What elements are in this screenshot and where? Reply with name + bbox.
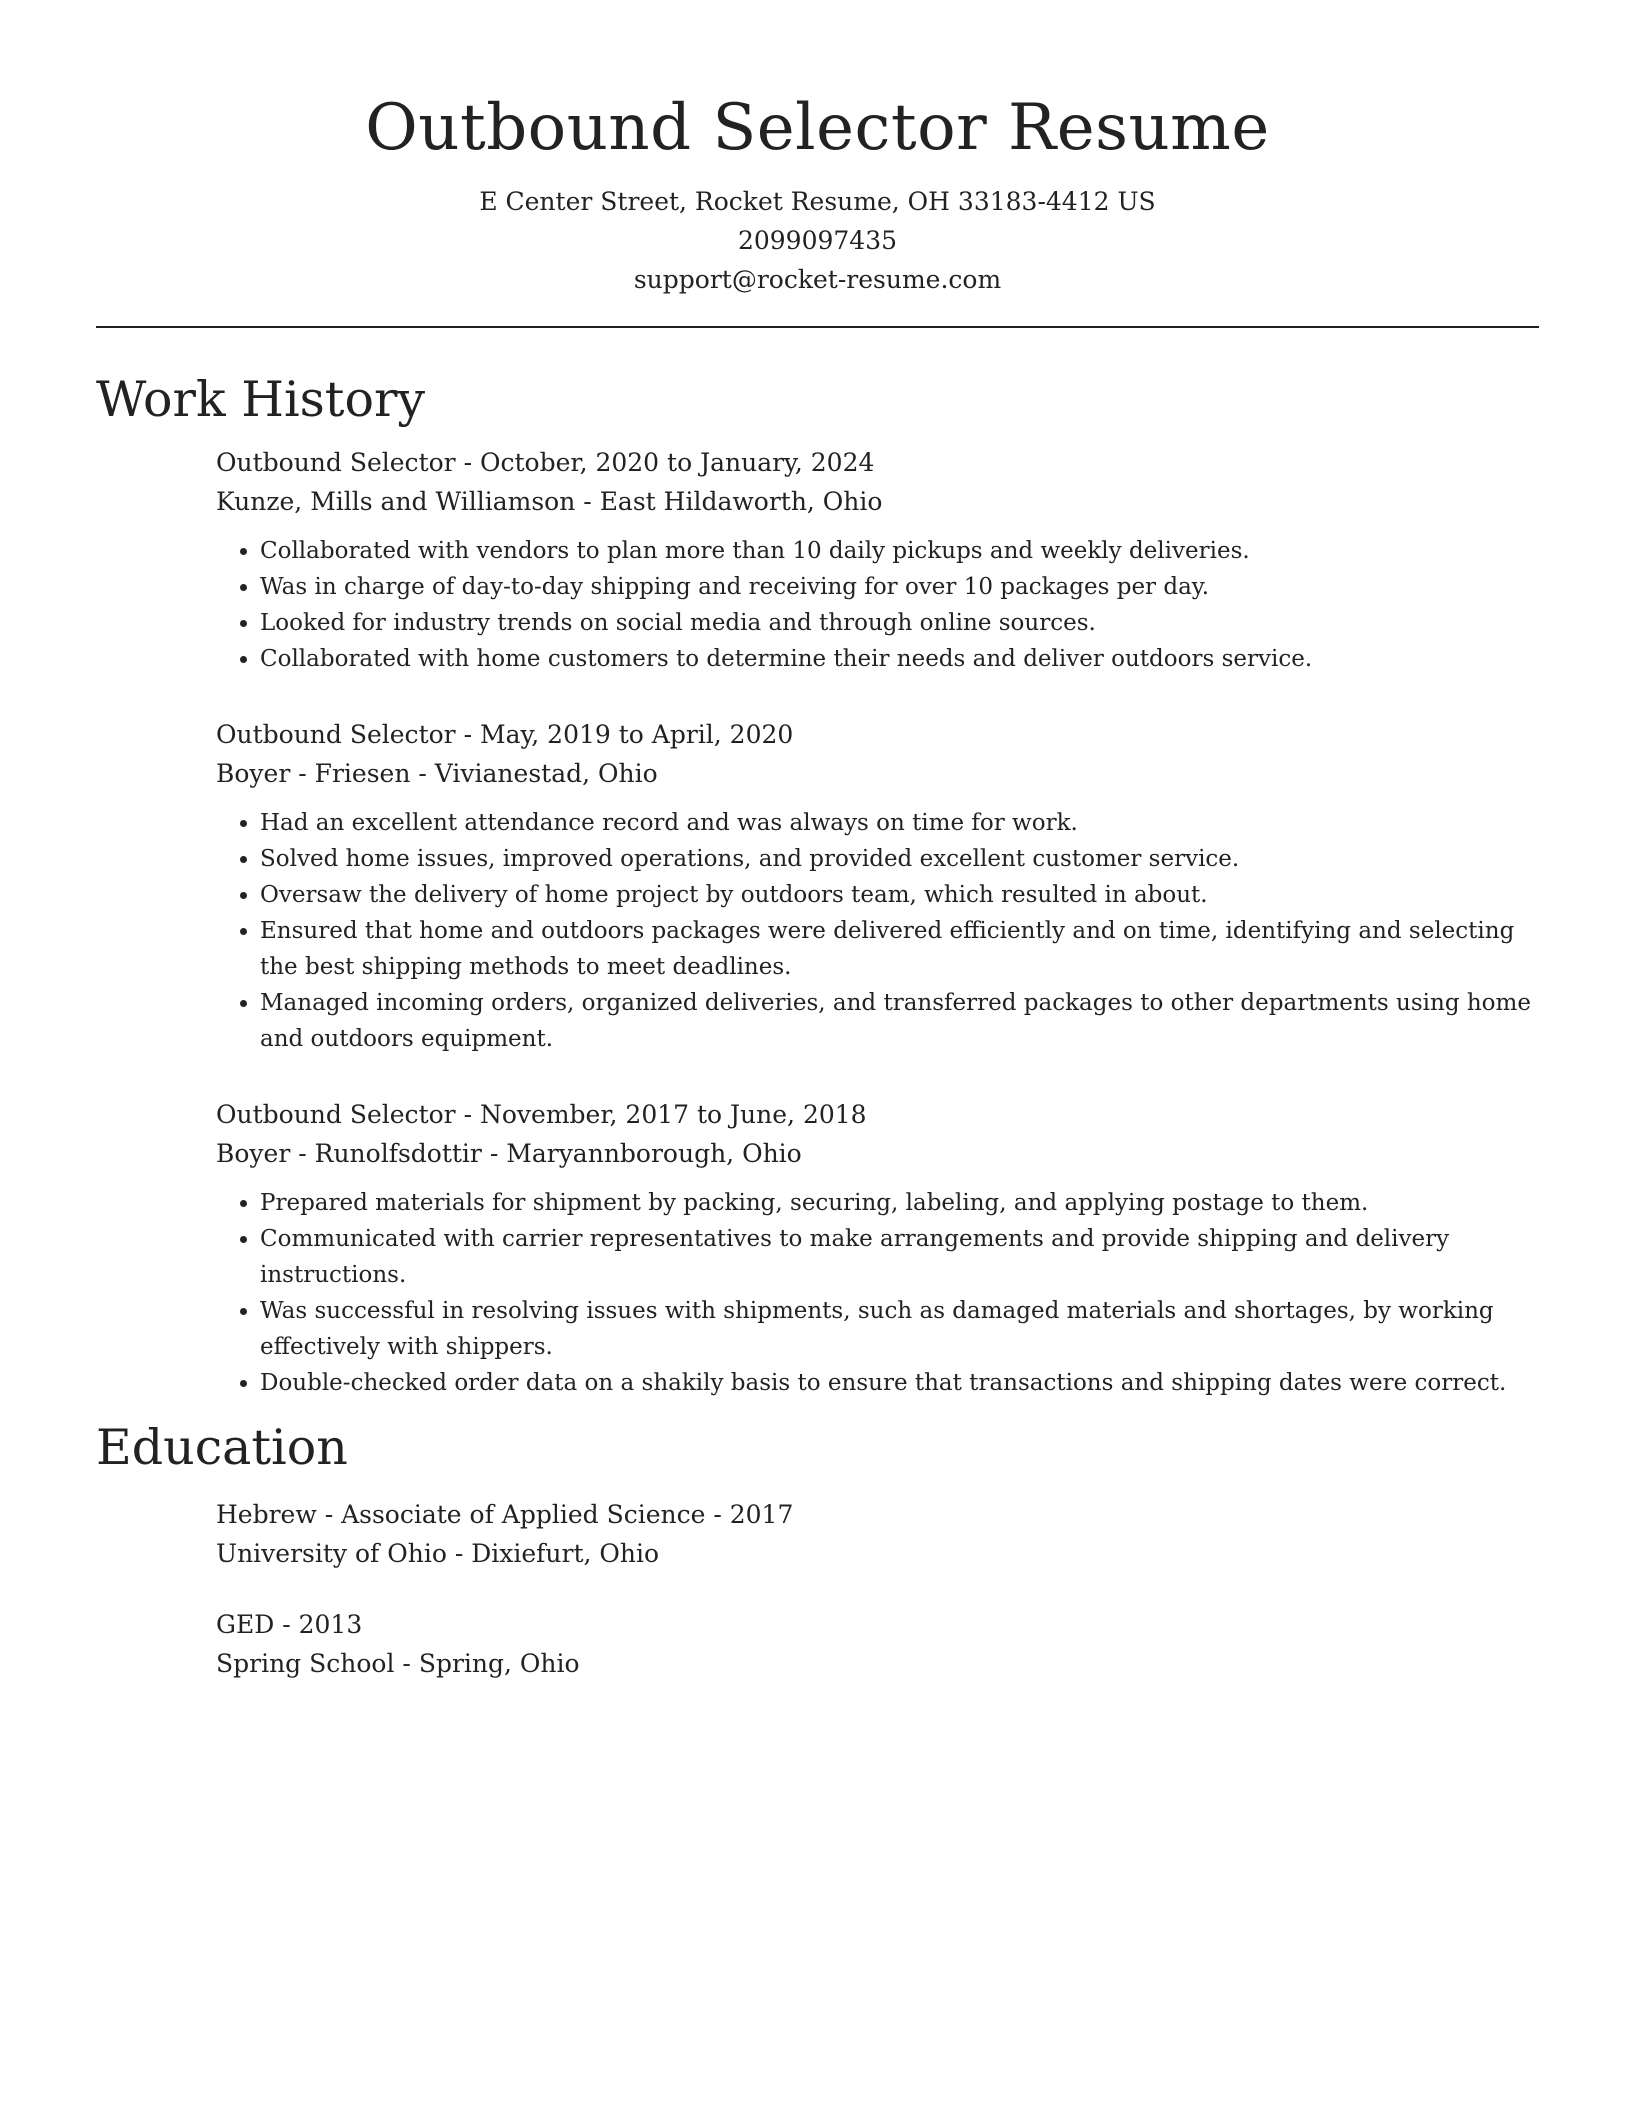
job-bullet: • Collaborated with vendors to plan more than 10 daily pickups and weekly deliveries. [260, 533, 1539, 569]
resume-page [96, 0, 1539, 1683]
education-list [96, 1495, 1539, 1683]
education-degree-line: GED - 2013 [216, 1610, 363, 1639]
job-entry [216, 715, 1539, 1057]
header-divider [96, 326, 1539, 328]
contact-block [96, 182, 1539, 299]
job-location: Vivianestad, Ohio [434, 759, 658, 788]
job-bullet: • Was in charge of day-to-day shipping and receiving for over 10 packages per day. [260, 569, 1539, 605]
resume-title: Outbound Selector Resume [365, 91, 1270, 165]
job-title-line: Outbound Selector - November, 2017 to June, 2018 [216, 1100, 867, 1129]
education-entry [216, 1605, 1539, 1683]
job-bullets [216, 1185, 1539, 1401]
job-bullet: • Had an excellent attendance record and was always on time for work. [260, 805, 1539, 841]
job-company: Boyer - Friesen [216, 759, 411, 788]
job-location: Maryannborough, Ohio [506, 1139, 802, 1168]
job-title-line: Outbound Selector - May, 2019 to April, 2020 [216, 720, 794, 749]
job-bullets [216, 805, 1539, 1057]
job-bullet: • Prepared materials for shipment by packing, securing, labeling, and applying postage to them. [260, 1185, 1539, 1221]
job-bullet: • Solved home issues, improved operations, and provided excellent customer service. [260, 841, 1539, 877]
job-company: Boyer - Runolfsdottir [216, 1139, 482, 1168]
education-location: Spring, Ohio [418, 1649, 580, 1678]
job-role: Outbound Selector [216, 448, 456, 477]
education-degree: GED [216, 1610, 275, 1639]
job-bullet: • Looked for industry trends on social media and through online sources. [260, 605, 1539, 641]
job-role: Outbound Selector [216, 1100, 456, 1129]
work-history-list [96, 443, 1539, 1401]
job-bullets [216, 533, 1539, 677]
education-school: Spring School [216, 1649, 395, 1678]
job-company-line: Boyer - Runolfsdottir - Maryannborough, Ohio [216, 1139, 802, 1168]
job-bullet: • Was successful in resolving issues with shipments, such as damaged materials and shortages, by working effectively with shippers. [260, 1293, 1539, 1365]
education-degree-line: Hebrew - Associate of Applied Science - 2017 [216, 1500, 794, 1529]
education-heading: Education [96, 1419, 348, 1476]
job-company: Kunze, Mills and Williamson [216, 487, 576, 516]
contact-email: support@rocket-resume.com [633, 265, 1002, 294]
job-location: East Hildaworth, Ohio [599, 487, 883, 516]
contact-address: E Center Street, Rocket Resume, OH 33183-4412 US [479, 187, 1156, 216]
job-dates: November, 2017 to June, 2018 [479, 1100, 867, 1129]
education-location: Dixiefurt, Ohio [471, 1539, 660, 1568]
education-school-line: Spring School - Spring, Ohio [216, 1649, 580, 1678]
contact-phone: 2099097435 [737, 226, 898, 255]
job-dates: May, 2019 to April, 2020 [479, 720, 794, 749]
job-entry [216, 443, 1539, 677]
job-dates: October, 2020 to January, 2024 [479, 448, 875, 477]
job-bullet: • Communicated with carrier representatives to make arrangements and provide shipping and delivery instructions. [260, 1221, 1539, 1293]
job-company-line: Boyer - Friesen - Vivianestad, Ohio [216, 759, 658, 788]
job-company-line: Kunze, Mills and Williamson - East Hildaworth, Ohio [216, 487, 883, 516]
job-title-line: Outbound Selector - October, 2020 to January, 2024 [216, 448, 875, 477]
job-role: Outbound Selector [216, 720, 456, 749]
education-school: University of Ohio [216, 1539, 447, 1568]
job-bullet: • Managed incoming orders, organized deliveries, and transferred packages to other departments using home and outdoors equipment. [260, 985, 1539, 1057]
job-bullet: • Double-checked order data on a shakily basis to ensure that transactions and shipping dates were correct. [260, 1365, 1539, 1401]
job-bullet: • Oversaw the delivery of home project by outdoors team, which resulted in about. [260, 877, 1539, 913]
education-degree: Hebrew - Associate of Applied Science [216, 1500, 706, 1529]
education-year: 2013 [298, 1610, 363, 1639]
job-bullet: • Collaborated with home customers to determine their needs and deliver outdoors service. [260, 641, 1539, 677]
education-school-line: University of Ohio - Dixiefurt, Ohio [216, 1539, 660, 1568]
job-entry [216, 1095, 1539, 1401]
education-year: 2017 [729, 1500, 794, 1529]
job-bullet: • Ensured that home and outdoors packages were delivered efficiently and on time, identifying and selecting the best shipping methods to meet deadlines. [260, 913, 1539, 985]
work-history-heading: Work History [96, 371, 426, 428]
education-entry [216, 1495, 1539, 1573]
